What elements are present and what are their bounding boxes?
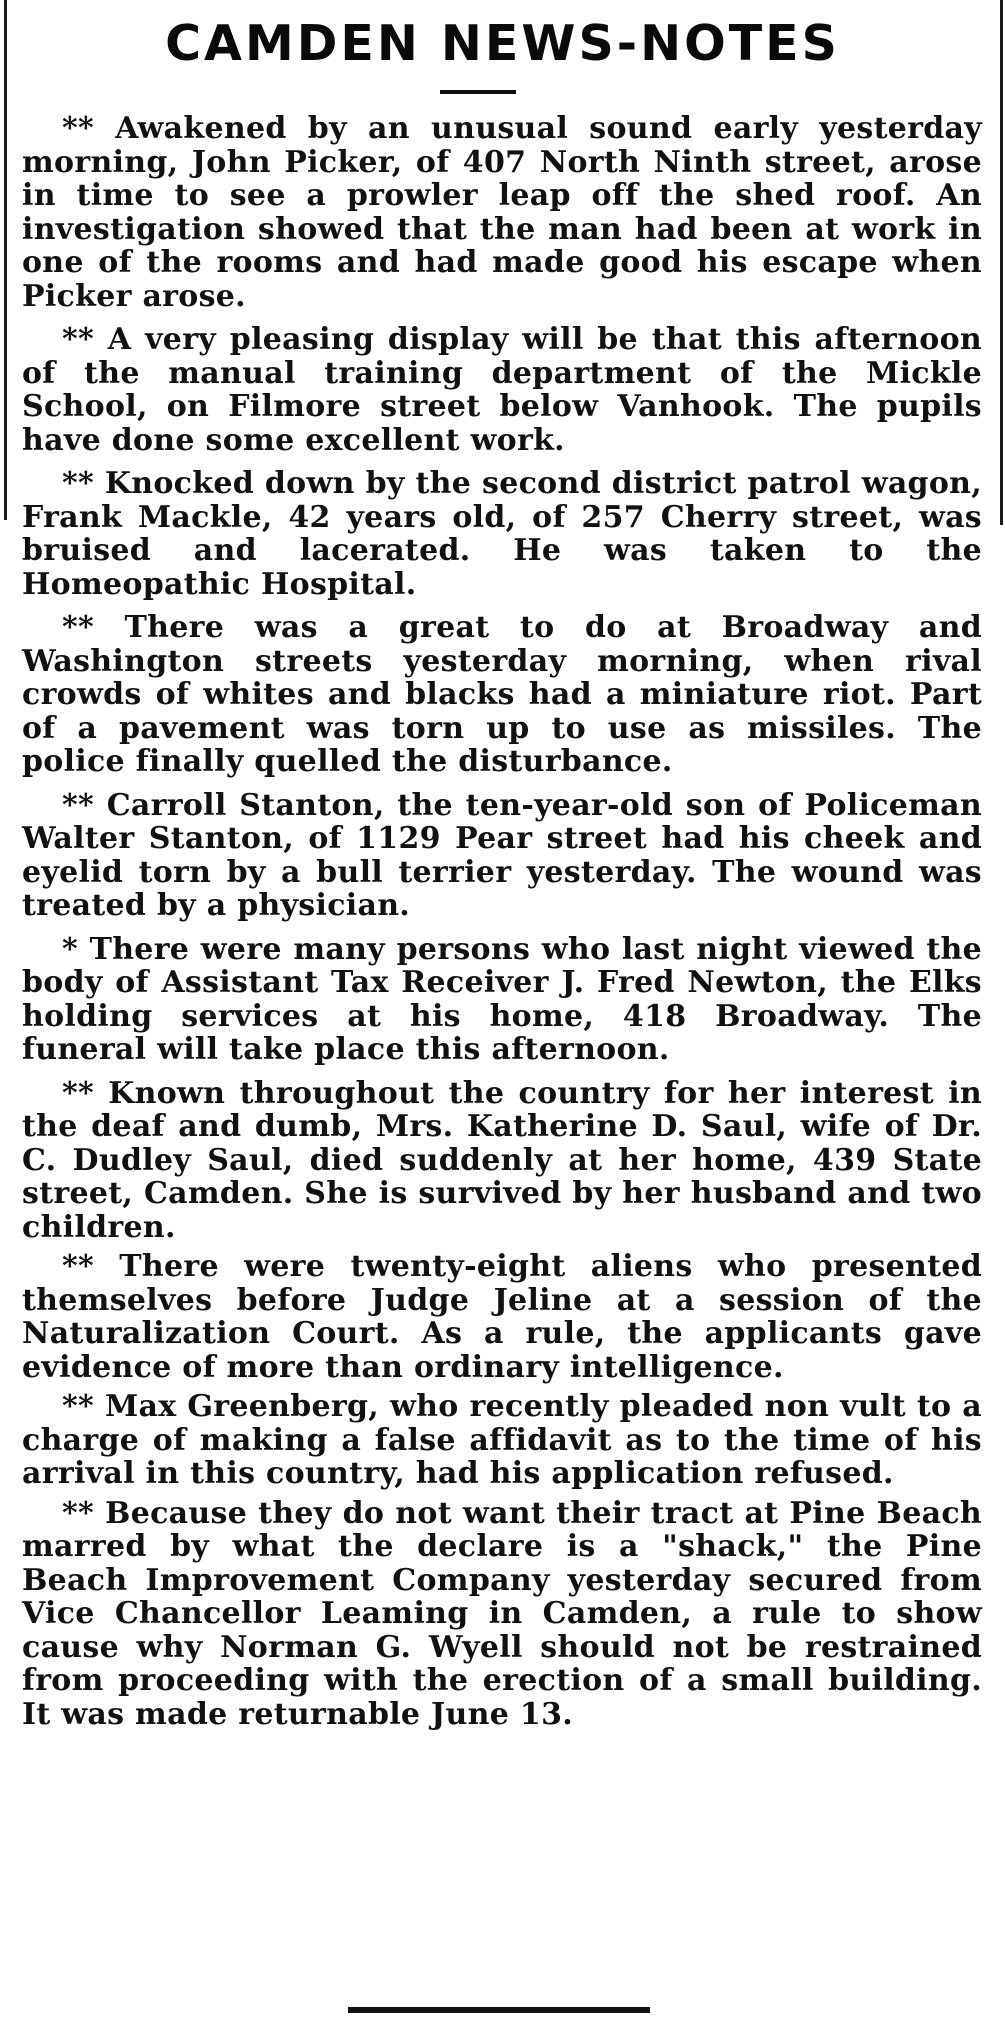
news-column	[22, 112, 982, 1737]
news-item-greenberg: ** Max Greenberg, who recently pleaded non vult to a charge of making a false affidavit as to the time of his arrival in this country, had his application refused.	[22, 1389, 982, 1491]
headline: CAMDEN NEWS-NOTES	[165, 15, 840, 72]
news-item-mickle-school: ** A very pleasing display will be that this afternoon of the manual training department of the Mickle School, on Filmore street below Vanhook. The pupils have done some excellent work.	[22, 322, 982, 458]
news-item-patrol-wagon: ** Knocked down by the second district patrol wagon, Frank Mackle, 42 years old, of 257 Cherry street, was bruised and lacerated. He was taken to the Homeopathic Hospital.	[22, 466, 982, 602]
left-column-rule	[4, 0, 7, 520]
news-item-bull-terrier: ** Carroll Stanton, the ten-year-old son of Policeman Walter Stanton, of 1129 Pear street had his cheek and eyelid torn by a bull terrier yesterday. The wound was treated by a physician.	[22, 787, 982, 923]
right-column-rule	[1000, 0, 1003, 525]
news-item-pine-beach: ** Because they do not want their tract at Pine Beach marred by what the declare is a "shack," the Pine Beach Improvement Company yesterday secured from Vice Chancellor Leaming in Camden, a rule to show cause why Norman G. Wyell should not be restrained from proceeding with the erection of a small building. It was made returnable June 13.	[22, 1495, 982, 1732]
headline-rule	[440, 90, 516, 94]
news-item-katherine-saul: ** Known throughout the country for her interest in the deaf and dumb, Mrs. Katherine D. Saul, wife of Dr. C. Dudley Saul, died suddenly at her home, 439 State street, Camden. She is survived by her husband and two children.	[22, 1075, 982, 1245]
news-item-naturalization: ** There were twenty-eight aliens who presented themselves before Judge Jeline at a session of the Naturalization Court. As a rule, the applicants gave evidence of more than ordinary intelligence.	[22, 1249, 982, 1385]
footer-rule	[348, 2007, 650, 2013]
news-item-prowler: ** Awakened by an unusual sound early yesterday morning, John Picker, of 407 North Ninth street, arose in time to see a prowler leap off the shed roof. An investigation showed that the man had been at work in one of the rooms and had made good his escape when Picker arose.	[22, 111, 982, 314]
news-item-newton-funeral: * There were many persons who last night viewed the body of Assistant Tax Receiver J. Fred Newton, the Elks holding services at his home, 418 Broadway. The funeral will take place this afternoon.	[22, 931, 982, 1067]
news-item-riot: ** There was a great to do at Broadway and Washington streets yesterday morning, when rival crowds of whites and blacks had a miniature riot. Part of a pavement was torn up to use as missiles. The police finally quelled the disturbance.	[22, 610, 982, 779]
